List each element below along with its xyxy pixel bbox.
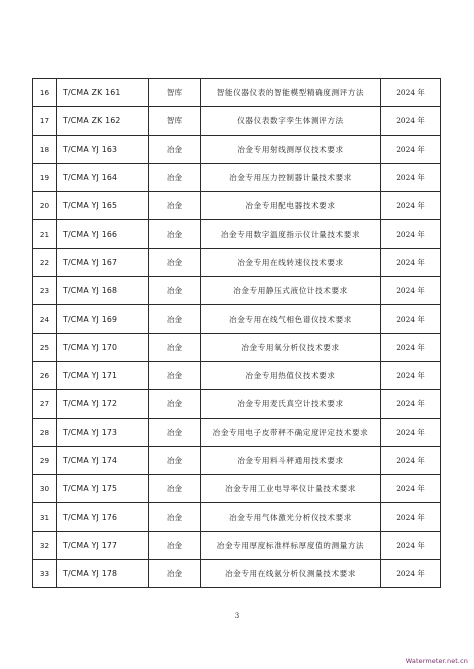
standard-category: 冶金 [149, 248, 201, 276]
standard-name: 冶金专用气体激光分析仪技术要求 [201, 503, 381, 531]
standard-year: 2024 年 [381, 418, 441, 446]
row-number: 22 [33, 248, 57, 276]
standard-year: 2024 年 [381, 333, 441, 361]
standard-code: T/CMA YJ 166 [57, 220, 149, 248]
table-row [33, 248, 441, 276]
standard-year: 2024 年 [381, 135, 441, 163]
standard-category: 冶金 [149, 361, 201, 389]
row-number: 33 [33, 560, 57, 588]
row-number: 23 [33, 277, 57, 305]
table-row [33, 192, 441, 220]
standard-category: 冶金 [149, 135, 201, 163]
table-row [33, 418, 441, 446]
standard-code: T/CMA ZK 161 [57, 79, 149, 107]
row-number: 25 [33, 333, 57, 361]
standard-category: 智库 [149, 79, 201, 107]
standard-category: 冶金 [149, 390, 201, 418]
table-row [33, 220, 441, 248]
standard-year: 2024 年 [381, 390, 441, 418]
standard-category: 智库 [149, 107, 201, 135]
standard-category: 冶金 [149, 418, 201, 446]
table-row [33, 531, 441, 559]
standard-category: 冶金 [149, 277, 201, 305]
row-number: 29 [33, 446, 57, 474]
row-number: 19 [33, 163, 57, 191]
row-number: 17 [33, 107, 57, 135]
standard-name: 冶金专用电子皮带秤不确定度评定技术要求 [201, 418, 381, 446]
table-row [33, 475, 441, 503]
table-row [33, 163, 441, 191]
row-number: 27 [33, 390, 57, 418]
standards-table [32, 78, 441, 588]
standard-year: 2024 年 [381, 107, 441, 135]
standard-name: 智能仪器仪表的智能模型精确度测评方法 [201, 79, 381, 107]
standard-name: 冶金专用压力控制器计量技术要求 [201, 163, 381, 191]
table-row [33, 560, 441, 588]
standard-year: 2024 年 [381, 503, 441, 531]
standard-category: 冶金 [149, 163, 201, 191]
standard-category: 冶金 [149, 192, 201, 220]
standard-year: 2024 年 [381, 560, 441, 588]
standard-name: 仪器仪表数字孪生体测评方法 [201, 107, 381, 135]
standard-code: T/CMA YJ 178 [57, 560, 149, 588]
standard-year: 2024 年 [381, 361, 441, 389]
standard-name: 冶金专用静压式液位计技术要求 [201, 277, 381, 305]
row-number: 31 [33, 503, 57, 531]
standard-name: 冶金专用工业电导率仪计量技术要求 [201, 475, 381, 503]
standard-code: T/CMA YJ 168 [57, 277, 149, 305]
row-number: 18 [33, 135, 57, 163]
standard-name: 冶金专用在线转速仪技术要求 [201, 248, 381, 276]
standard-year: 2024 年 [381, 446, 441, 474]
row-number: 21 [33, 220, 57, 248]
standard-code: T/CMA YJ 169 [57, 305, 149, 333]
row-number: 32 [33, 531, 57, 559]
standard-name: 冶金专用射线测厚仪技术要求 [201, 135, 381, 163]
row-number: 16 [33, 79, 57, 107]
standard-name: 冶金专用热值仪技术要求 [201, 361, 381, 389]
standard-category: 冶金 [149, 446, 201, 474]
standard-name: 冶金专用在线气相色谱仪技术要求 [201, 305, 381, 333]
standard-name: 冶金专用麦氏真空计技术要求 [201, 390, 381, 418]
standard-category: 冶金 [149, 475, 201, 503]
standard-code: T/CMA YJ 163 [57, 135, 149, 163]
row-number: 30 [33, 475, 57, 503]
table-row [33, 446, 441, 474]
standard-category: 冶金 [149, 220, 201, 248]
standard-code: T/CMA YJ 171 [57, 361, 149, 389]
standard-category: 冶金 [149, 305, 201, 333]
standard-name: 冶金专用配电器技术要求 [201, 192, 381, 220]
table-row [33, 503, 441, 531]
standard-year: 2024 年 [381, 79, 441, 107]
standard-name: 冶金专用数字温度指示仪计量技术要求 [201, 220, 381, 248]
standard-code: T/CMA YJ 167 [57, 248, 149, 276]
standard-category: 冶金 [149, 531, 201, 559]
row-number: 20 [33, 192, 57, 220]
table-row [33, 135, 441, 163]
standard-name: 冶金专用料斗秤通用技术要求 [201, 446, 381, 474]
page-number: 3 [234, 612, 240, 620]
standard-year: 2024 年 [381, 192, 441, 220]
standard-year: 2024 年 [381, 277, 441, 305]
standard-category: 冶金 [149, 333, 201, 361]
standard-year: 2024 年 [381, 248, 441, 276]
table-row [33, 79, 441, 107]
standard-code: T/CMA YJ 174 [57, 446, 149, 474]
standard-code: T/CMA YJ 170 [57, 333, 149, 361]
table-row [33, 390, 441, 418]
standard-year: 2024 年 [381, 305, 441, 333]
row-number: 24 [33, 305, 57, 333]
standard-category: 冶金 [149, 503, 201, 531]
standard-code: T/CMA ZK 162 [57, 107, 149, 135]
standard-code: T/CMA YJ 173 [57, 418, 149, 446]
standard-code: T/CMA YJ 164 [57, 163, 149, 191]
table-row [33, 277, 441, 305]
table-row [33, 361, 441, 389]
standard-category: 冶金 [149, 560, 201, 588]
standard-code: T/CMA YJ 176 [57, 503, 149, 531]
watermark-text: Watermeter.net.cn [405, 657, 468, 665]
standard-year: 2024 年 [381, 475, 441, 503]
standard-name: 冶金专用氧分析仪技术要求 [201, 333, 381, 361]
table-row [33, 305, 441, 333]
standard-code: T/CMA YJ 175 [57, 475, 149, 503]
row-number: 28 [33, 418, 57, 446]
standard-code: T/CMA YJ 165 [57, 192, 149, 220]
table-row [33, 333, 441, 361]
standard-year: 2024 年 [381, 220, 441, 248]
table-row [33, 107, 441, 135]
standard-code: T/CMA YJ 172 [57, 390, 149, 418]
standards-table-body [33, 79, 441, 588]
standard-year: 2024 年 [381, 531, 441, 559]
row-number: 26 [33, 361, 57, 389]
standard-name: 冶金专用在线氨分析仪测量技术要求 [201, 560, 381, 588]
standard-code: T/CMA YJ 177 [57, 531, 149, 559]
standard-name: 冶金专用厚度标准样标厚度值的测量方法 [201, 531, 381, 559]
standard-year: 2024 年 [381, 163, 441, 191]
